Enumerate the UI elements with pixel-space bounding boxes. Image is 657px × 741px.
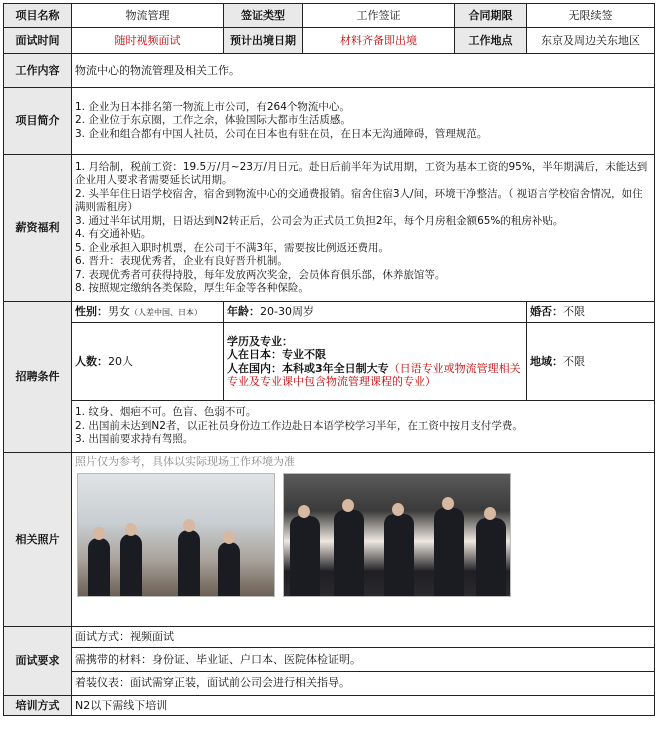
work-content-label: 工作内容 [4,54,72,88]
training-text: N2以下需线下培训 [72,696,655,716]
recruit-label: 招聘条件 [4,302,72,453]
row-photos [4,453,655,627]
job-info-table [3,3,655,716]
row-recruit-detail [4,323,655,401]
salary-line: 2. 头半年住日语学校宿舍，宿舍到物流中心的交通费报销。宿舍住宿3人/间，环境干净整洁。（ 视语言学校宿舍情况，如住满则需租房） [75,187,643,213]
salary-lines [72,155,655,302]
salary-label: 薪资福利 [4,155,72,302]
location-value: 东京及周边关东地区 [527,28,655,54]
region-label: 地域： [530,354,563,368]
intro-line: 2. 企业位于东京圈，工作之余，体验国际大都市生活质感。 [75,114,351,127]
visa-type-value: 工作签证 [303,4,455,28]
salary-line: 4. 有交通补贴。 [75,228,152,240]
row-recruit-extra [4,401,655,453]
departure-label: 预计出境日期 [224,28,303,54]
gender-cell [72,302,224,323]
headcount-label: 人数： [75,354,108,368]
intro-line: 3. 企业和组合都有中国人社员，公司在日本也有驻在员，在日本无沟通障碍，管理规范。 [75,127,488,140]
project-name-value: 物流管理 [72,4,224,28]
interview-method: 面试方式：视频面试 [72,628,654,648]
location-label: 工作地点 [455,28,527,54]
work-content-text: 物流中心的物流管理及相关工作。 [72,54,655,88]
photos-cell [72,453,655,627]
education-japan: 人在日本：专业不限 [227,348,326,361]
salary-line: 8. 按照规定缴纳各类保险，厚生年金等各种保险。 [75,282,309,294]
salary-line: 5. 企业承担入职时机票，在公司干不满3年，需要按比例返还费用。 [75,241,390,254]
recruit-extra-lines [72,401,655,453]
salary-line: 1. 月给制，税前工资：19.5万/月~23万/月日元。赴日后前半年为试用期，工资为基本工资的95%，半年期满后，未能达到企业用人要求者需要延长试用期。 [75,160,648,186]
education-china: 人在国内：本科或3年全日制大专 [227,361,389,375]
row-salary [4,155,655,302]
row-recruit-basic [4,302,655,323]
education-china-note: （日语专业或物流管理相关专业及专业课中包含物流管理课程的专业） [227,361,521,388]
interview-time-value: 随时视频面试 [72,28,224,54]
row-work-content [4,54,655,88]
marriage-label: 婚否： [530,305,563,318]
recruit-extra-line: 1. 纹身、烟疤不可。色盲、色弱不可。 [75,406,257,419]
photo-strip [75,473,651,597]
region-value: 不限 [563,354,585,368]
interview-req-label: 面试要求 [4,627,72,696]
marriage-value: 不限 [563,305,585,318]
row-interview-time [4,28,655,54]
training-label: 培训方式 [4,696,72,716]
education-cell [224,323,527,401]
intro-line: 1. 企业为日本排名第一物流上市公司，有264个物流中心。 [75,100,350,113]
project-intro-label: 项目简介 [4,88,72,155]
interview-attire: 着装仪表：面试需穿正装，面试前公司会进行相关指导。 [72,672,654,695]
gender-value: 男女 [108,304,130,318]
headcount-cell [72,323,224,401]
contract-value: 无限续签 [527,4,655,28]
group-photo [283,473,511,597]
region-cell [527,323,655,401]
visa-type-label: 签证类型 [224,4,303,28]
age-label: 年龄： [227,305,260,318]
project-name-label: 项目名称 [4,4,72,28]
row-project [4,4,655,28]
classroom-photo [77,473,275,597]
photos-caption: 照片仅为参考，具体以实际现场工作环境为准 [75,455,295,468]
row-interview-requirements [4,627,655,696]
photos-label: 相关照片 [4,453,72,627]
headcount-value: 20人 [108,354,133,368]
interview-req-cell [72,627,655,696]
row-training [4,696,655,716]
row-project-intro [4,88,655,155]
salary-line: 6. 晋升：表现优秀者，企业有良好晋升机制。 [75,255,288,267]
gender-note: （人差中国、日本） [130,307,202,317]
marriage-cell [527,302,655,323]
salary-line: 7. 表现优秀者可获得持股，每年发放两次奖金，会员体育俱乐部，休养旅馆等。 [75,268,446,281]
recruit-extra-line: 2. 出国前未达到N2者，以正社员身份边工作边赴日本语学校学习半年，在工资中按月支付学费。 [75,419,523,432]
contract-label: 合同期限 [455,4,527,28]
interview-time-label: 面试时间 [4,28,72,54]
interview-materials: 需携带的材料：身份证、毕业证、户口本、医院体检证明。 [72,648,654,672]
education-title: 学历及专业： [227,334,293,348]
gender-label: 性别： [75,304,108,318]
recruit-extra-line: 3. 出国前要求持有驾照。 [75,433,194,446]
interview-req-table [72,628,654,695]
project-intro-lines [72,88,655,155]
age-value: 20-30周岁 [260,305,314,318]
age-cell [224,302,527,323]
departure-value: 材料齐备即出境 [303,28,455,54]
salary-line: 3. 通过半年试用期，日语达到N2转正后，公司会为正式员工负担2年，每个月房租金额65%的租房补贴。 [75,214,564,227]
